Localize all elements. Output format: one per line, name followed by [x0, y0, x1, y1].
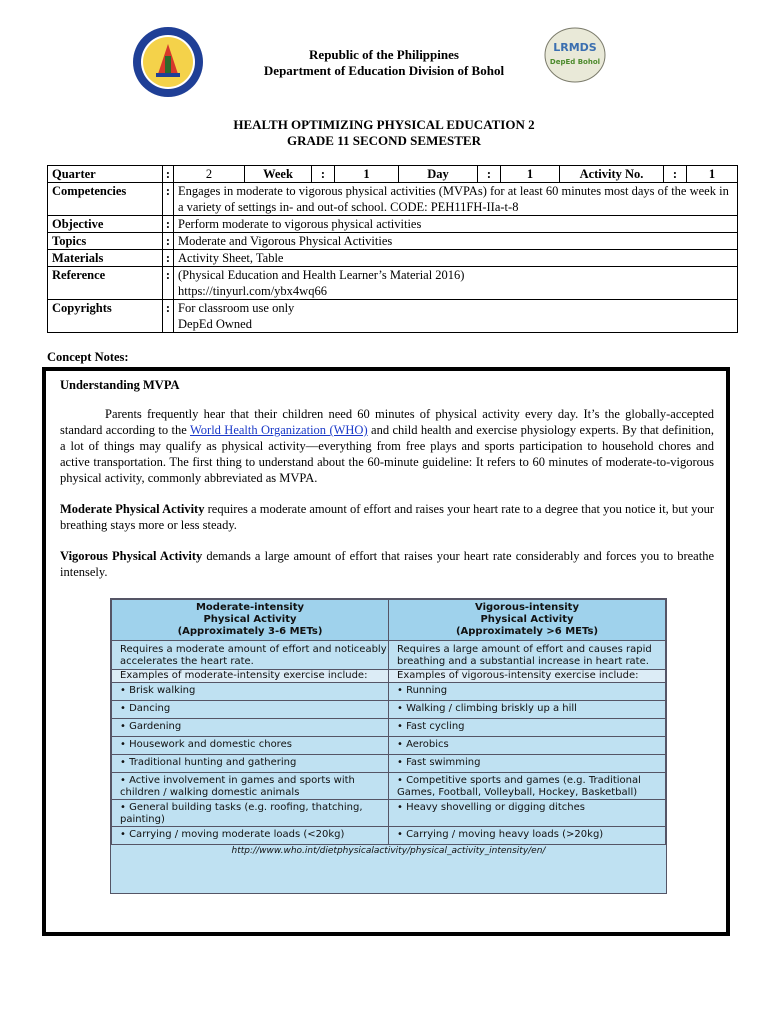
topics-label: Topics: [48, 233, 163, 250]
vigorous-example: • Running: [389, 683, 666, 701]
colon: :: [163, 183, 174, 216]
colon: :: [163, 300, 174, 333]
moderate-text: requires a moderate amount of effort and raises your heart rate to a degree that you notice it, but your breathing stays more or less steady.: [60, 502, 714, 532]
moderate-header: [112, 600, 389, 641]
materials-label: Materials: [48, 250, 163, 267]
concept-notes-content: [60, 377, 714, 580]
moderate-paragraph: [60, 501, 714, 533]
p1-text-after: and child health and exercise physiology experts. By that definition, a lot of things may qualify as physical activity—everything from free plays and sports participation to household chores and active transportation. The first thing to understand about the 60-minute guideline: It refers to 60 minutes of moderate-to-vigorous physical activity, commonly abbreviated as MVPA.: [60, 423, 714, 485]
p1-text-before: Parents frequently hear that their children need 60 minutes of physical activity every day. It’s the globally-accepted standard according to the: [60, 407, 714, 437]
info-row-topics: [48, 233, 738, 250]
activity-label: Activity No.: [560, 166, 664, 182]
moderate-example: • Carrying / moving moderate loads (<20kg): [112, 827, 389, 845]
quarter-label: Quarter: [48, 166, 163, 183]
lrmds-logo-text: LRMDS: [553, 41, 597, 54]
colon: :: [163, 233, 174, 250]
mvpa-comparison-table: [110, 598, 667, 894]
vigorous-example: • Competitive sports and games (e.g. Traditional Games, Football, Volleyball, Hockey, Basketball): [389, 773, 666, 800]
moderate-example: • Traditional hunting and gathering: [112, 755, 389, 773]
moderate-example: • Brisk walking: [112, 683, 389, 701]
vigorous-examples-intro: Examples of vigorous-intensity exercise include:: [389, 670, 666, 683]
vigorous-header-line2: Physical Activity: [480, 614, 574, 625]
activity-value: 1: [708, 167, 716, 181]
info-row-competencies: [48, 183, 738, 216]
concept-notes-label: Concept Notes:: [47, 350, 129, 364]
colon: :: [163, 166, 174, 183]
copyrights-line2: DepEd Owned: [178, 317, 252, 331]
reference-value: [174, 267, 738, 300]
moderate-header-line1: Moderate-intensity: [195, 602, 305, 613]
competencies-value: Engages in moderate to vigorous physical activities (MVPAs) for at least 60 minutes most days of the week in a variety of settings in- and out-of school. CODE: PEH11FH-IIa-t-8: [174, 183, 738, 216]
vigorous-example: • Fast cycling: [389, 719, 666, 737]
copyrights-value: [174, 300, 738, 333]
who-source-url[interactable]: http://www.who.int/dietphysicalactivity/physical_activity_intensity/en/: [231, 846, 546, 856]
info-row-materials: [48, 250, 738, 267]
vigorous-example: • Carrying / moving heavy loads (>20kg): [389, 827, 666, 845]
concept-paragraph-1: [60, 406, 714, 486]
vigorous-example: • Walking / climbing briskly up a hill: [389, 701, 666, 719]
moderate-example: • Gardening: [112, 719, 389, 737]
copyrights-line1: For classroom use only: [178, 301, 295, 315]
vigorous-description: Requires a large amount of effort and causes rapid breathing and a substantial increase in heart rate.: [389, 641, 666, 670]
objective-value: Perform moderate to vigorous physical activities: [174, 216, 738, 233]
moderate-example: • Dancing: [112, 701, 389, 719]
vigorous-header-line3: (Approximately >6 METs): [455, 626, 599, 637]
reference-url[interactable]: https://tinyurl.com/ybx4wq66: [178, 284, 327, 298]
materials-value: Activity Sheet, Table: [174, 250, 738, 267]
reference-label: Reference: [48, 267, 163, 300]
moderate-term: Moderate Physical Activity: [60, 502, 205, 516]
topics-value: Moderate and Vigorous Physical Activities: [174, 233, 738, 250]
title-line2: GRADE 11 SECOND SEMESTER: [287, 133, 481, 148]
colon: :: [163, 267, 174, 300]
moderate-description: Requires a moderate amount of effort and noticeably accelerates the heart rate.: [112, 641, 389, 670]
moderate-example: • Housework and domestic chores: [112, 737, 389, 755]
vigorous-term: Vigorous Physical Activity: [60, 549, 203, 563]
quarter-value: 2: [174, 166, 245, 182]
vigorous-example: • Fast swimming: [389, 755, 666, 773]
vigorous-example: • Aerobics: [389, 737, 666, 755]
concept-notes-box: [42, 367, 730, 936]
info-row-copyrights: [48, 300, 738, 333]
document-title: [0, 117, 768, 149]
moderate-example: • General building tasks (e.g. roofing, thatching, painting): [112, 800, 389, 827]
vigorous-header-line1: Vigorous-intensity: [475, 602, 579, 613]
vigorous-header: [389, 600, 666, 641]
week-value: 1: [335, 166, 399, 182]
objective-label: Objective: [48, 216, 163, 233]
colon: :: [163, 250, 174, 267]
week-label: Week: [245, 166, 312, 182]
colon: :: [478, 166, 501, 182]
colon: :: [664, 166, 687, 182]
copyrights-label: Copyrights: [48, 300, 163, 333]
vigorous-paragraph: [60, 548, 714, 580]
colon: :: [163, 216, 174, 233]
vigorous-example: • Heavy shovelling or digging ditches: [389, 800, 666, 827]
info-row-reference: [48, 267, 738, 300]
lrmds-logo-subtext: DepEd Bohol: [549, 58, 601, 66]
letterhead-line1: Republic of the Philippines: [309, 47, 459, 62]
quarter-cells: [174, 166, 738, 183]
letterhead: [0, 47, 768, 79]
title-line1: HEALTH OPTIMIZING PHYSICAL EDUCATION 2: [233, 117, 535, 132]
letterhead-line2: Department of Education Division of Bohol: [263, 63, 505, 78]
concept-heading: Understanding MVPA: [60, 378, 180, 392]
activity-info-table: [47, 165, 738, 333]
info-row-quarter: [48, 166, 738, 183]
moderate-header-line2: Physical Activity: [203, 614, 297, 625]
day-value: 1: [501, 166, 560, 182]
day-label: Day: [399, 166, 478, 182]
moderate-example: • Active involvement in games and sports with children / walking domestic animals: [112, 773, 389, 800]
vigorous-text: demands a large amount of effort that raises your heart rate considerably and forces you to breathe intensely.: [60, 549, 714, 579]
info-row-objective: [48, 216, 738, 233]
colon: :: [312, 166, 335, 182]
who-link[interactable]: World Health Organization (WHO): [189, 423, 368, 437]
competencies-label: Competencies: [48, 183, 163, 216]
moderate-examples-intro: Examples of moderate-intensity exercise include:: [112, 670, 389, 683]
reference-line1: (Physical Education and Health Learner’s Material 2016): [178, 268, 465, 282]
moderate-header-line3: (Approximately 3-6 METs): [177, 626, 323, 637]
